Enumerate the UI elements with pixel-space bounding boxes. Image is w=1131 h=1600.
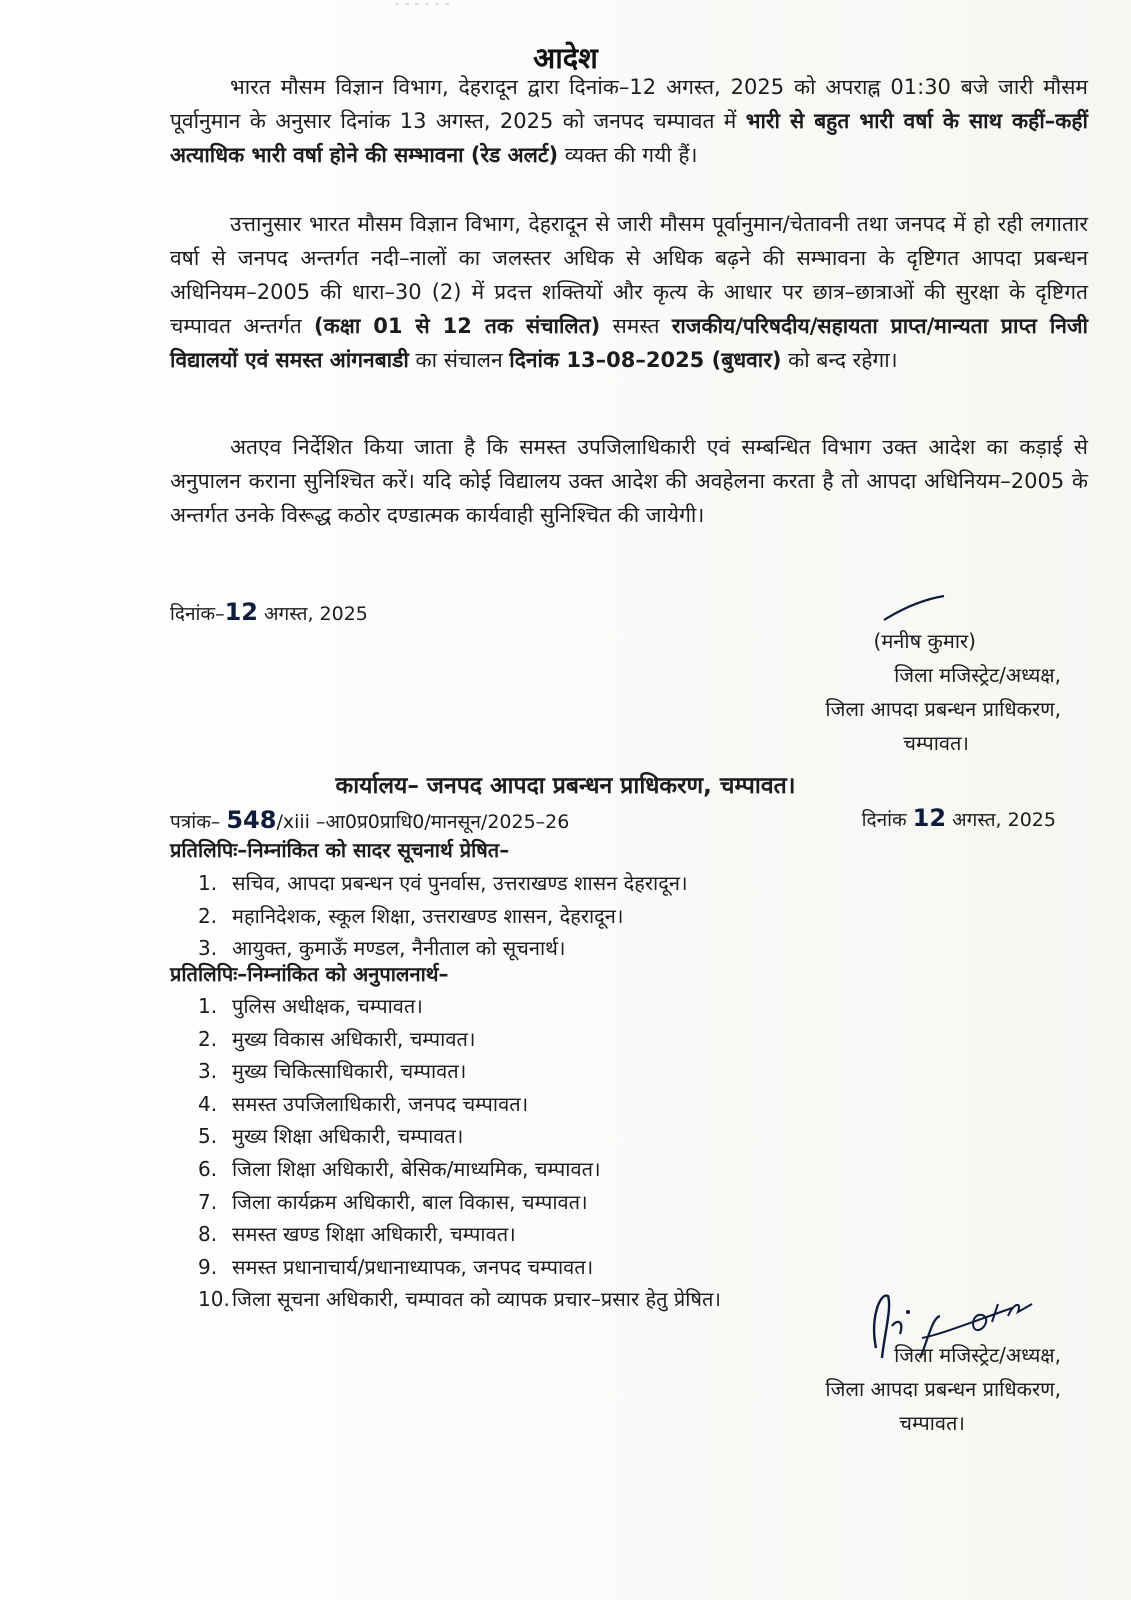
paragraph-3-text: अतएव निर्देशित किया जाता है कि समस्त उपजिलाधिकारी एवं सम्बन्धित विभाग उक्त आदेश का कड़ाई से अनुपालन कराना सुनिश्चित करें। यदि कोई विद्यालय उक्त आदेश की अवहेलना करता है तो आपदा अधिनियम–2005 के अन्तर्गत उनके विरूद्ध कठोर दण्डात्मक कार्यवाही सुनिश्चित की जायेगी। [170,435,1088,527]
list-item [198,1283,721,1316]
signatory-authority: जिला आपदा प्रबन्धन प्राधिकरण, [825,697,1061,721]
paragraph-3 [170,430,1088,532]
copy-compliance-heading: प्रतिलिपिः–निम्नांकित को अनुपालनार्थ– [170,962,449,986]
list-item-number: 2. [198,903,218,928]
paragraph-2-bold-classes: (कक्षा 01 से 12 तक संचालित) [314,314,601,338]
list-item-number: 7. [198,1189,218,1214]
signatory-place: चम्पावत। [903,731,969,755]
paragraph-2-bold-date: दिनांक 13–08–2025 (बुधवार) [509,348,782,372]
reference-date [862,804,1056,832]
reference-number [170,806,569,834]
list-item-number: 3. [198,1059,218,1084]
list-item [198,1055,721,1088]
list-item-text: जिला कार्यक्रम अधिकारी, बाल विकास, चम्पावत। [232,1189,588,1214]
list-item-number: 4. [198,1091,218,1116]
list-item-number: 8. [198,1222,218,1247]
list-item [198,1088,721,1121]
signatory-designation: जिला मजिस्ट्रेट/अध्यक्ष, [894,1343,1061,1367]
signature-stroke [880,592,950,624]
reference-prefix: पत्रांक– [170,811,227,833]
reference-suffix: /xiii –आ0प्र0प्राधि0/मानसून/2025–26 [276,811,570,833]
signatory-designation: जिला मजिस्ट्रेट/अध्यक्ष, [894,663,1061,687]
signatory-block-2 [825,1338,1061,1440]
paragraph-2-end: को बन्द रहेगा। [781,348,898,372]
reference-date-prefix: दिनांक [861,809,913,831]
list-item-text: सचिव, आपदा प्रबन्धन एवं पुनर्वास, उत्तराखण्ड शासन देहरादून। [232,871,688,895]
copy-info-heading: प्रतिलिपिः–निम्नांकित को सादर सूचनार्थ प्रेषित– [170,838,510,862]
copy-compliance-list [198,990,721,1316]
list-item-text: समस्त उपजिलाधिकारी, जनपद चम्पावत। [232,1091,529,1116]
paragraph-2-bold-schools: राजकीय/परिषदीय/सहायता प्राप्त/मान्यता प्राप्त निजी विद्यालयों एवं समस्त आंगनबाडी [170,314,1088,372]
list-item-number: 10. [198,1287,230,1312]
paragraph-2-mid2: का संचालन [408,348,510,372]
order-date-handwritten-day: 12 [224,598,258,626]
list-item [198,990,721,1023]
list-item-number: 3. [198,936,218,961]
list-item-number: 1. [198,994,218,1018]
list-item [198,1023,721,1056]
order-date-suffix: अगस्त, 2025 [257,603,368,625]
list-item-text: समस्त खण्ड शिक्षा अधिकारी, चम्पावत। [232,1222,516,1247]
list-item-number: 2. [198,1026,218,1051]
list-item [198,1120,721,1153]
list-item-number: 1. [198,871,218,895]
list-item-text: महानिदेशक, स्कूल शिक्षा, उत्तराखण्ड शासन, देहरादून। [232,903,624,928]
paragraph-2 [170,207,1088,377]
list-item-text: जिला सूचना अधिकारी, चम्पावत को व्यापक प्रचार–प्रसार हेतु प्रेषित। [232,1287,721,1312]
list-item-text: जिला शिक्षा अधिकारी, बेसिक/माध्यमिक, चम्पावत। [232,1156,601,1181]
list-item-text: मुख्य विकास अधिकारी, चम्पावत। [232,1026,476,1051]
list-item [198,1218,721,1251]
paragraph-1-end: व्यक्त की गयी हैं। [558,143,698,167]
paragraph-2-mid1: समस्त [600,314,672,338]
list-item-text: आयुक्त, कुमाऊँ मण्डल, नैनीताल को सूचनार्थ। [232,936,566,961]
reference-date-handwritten-day: 12 [912,804,947,832]
office-heading: कार्यालय– जनपद आपदा प्रबन्धन प्राधिकरण, चम्पावत। [335,773,796,799]
reference-handwritten-number: 548 [226,806,277,834]
list-item-number: 9. [198,1254,218,1279]
order-date [170,598,368,626]
order-date-prefix: दिनांक– [170,603,225,625]
paragraph-1-text: भारत मौसम विज्ञान विभाग, देहरादून द्वारा दिनांक–12 अगस्त, 2025 को अपराह्न 01:30 बजे जारी मौसम पूर्वानुमान के अनुसार दिनांक 13 अगस्त, 2025 को जनपद चम्पावत में [170,75,1088,133]
paragraph-1-bold: भारी से बहुत भारी वर्षा के साथ कहीं–कहीं अत्याधिक भारी वर्षा होने की सम्भावना (रेड अलर्ट) [170,109,1088,167]
list-item-text: समस्त प्रधानाचार्य/प्रधानाध्यापक, जनपद चम्पावत। [232,1254,594,1279]
list-item [198,900,688,933]
signatory-block-1 [825,624,1061,760]
list-item [198,1186,721,1219]
list-item-text: मुख्य शिक्षा अधिकारी, चम्पावत। [232,1124,464,1149]
signatory-authority: जिला आपदा प्रबन्धन प्राधिकरण, [825,1377,1061,1401]
list-item [198,867,688,900]
reference-date-suffix: अगस्त, 2025 [946,809,1056,831]
scan-mark [395,2,455,6]
signatory-name: (मनीष कुमार) [873,629,976,653]
list-item-text: मुख्य चिकित्साधिकारी, चम्पावत। [232,1059,467,1084]
list-item-number: 5. [198,1124,218,1149]
order-title: आदेश [533,41,598,75]
list-item [198,1251,721,1284]
copy-info-list [198,867,688,965]
list-item [198,1153,721,1186]
paragraph-2-text: उत्तानुसार भारत मौसम विज्ञान विभाग, देहरादून से जारी मौसम पूर्वानुमान/चेतावनी तथा जनपद में हो रही लगातार वर्षा से जनपद अन्तर्गत नदी–नालों का जलस्तर अधिक से अधिक बढ़ने की सम्भावना के दृष्टिगत आपदा प्रबन्धन अधिनियम–2005 की धारा–30 (2) में प्रदत्त शक्तियों और कृत्य के आधार पर छात्र–छात्राओं की सुरक्षा के दृष्टिगत चम्पावत अन्तर्गत [170,212,1088,338]
list-item-text: पुलिस अधीक्षक, चम्पावत। [232,994,423,1018]
list-item-number: 6. [198,1156,218,1181]
signatory-place: चम्पावत। [899,1411,965,1435]
paragraph-1 [170,70,1088,172]
